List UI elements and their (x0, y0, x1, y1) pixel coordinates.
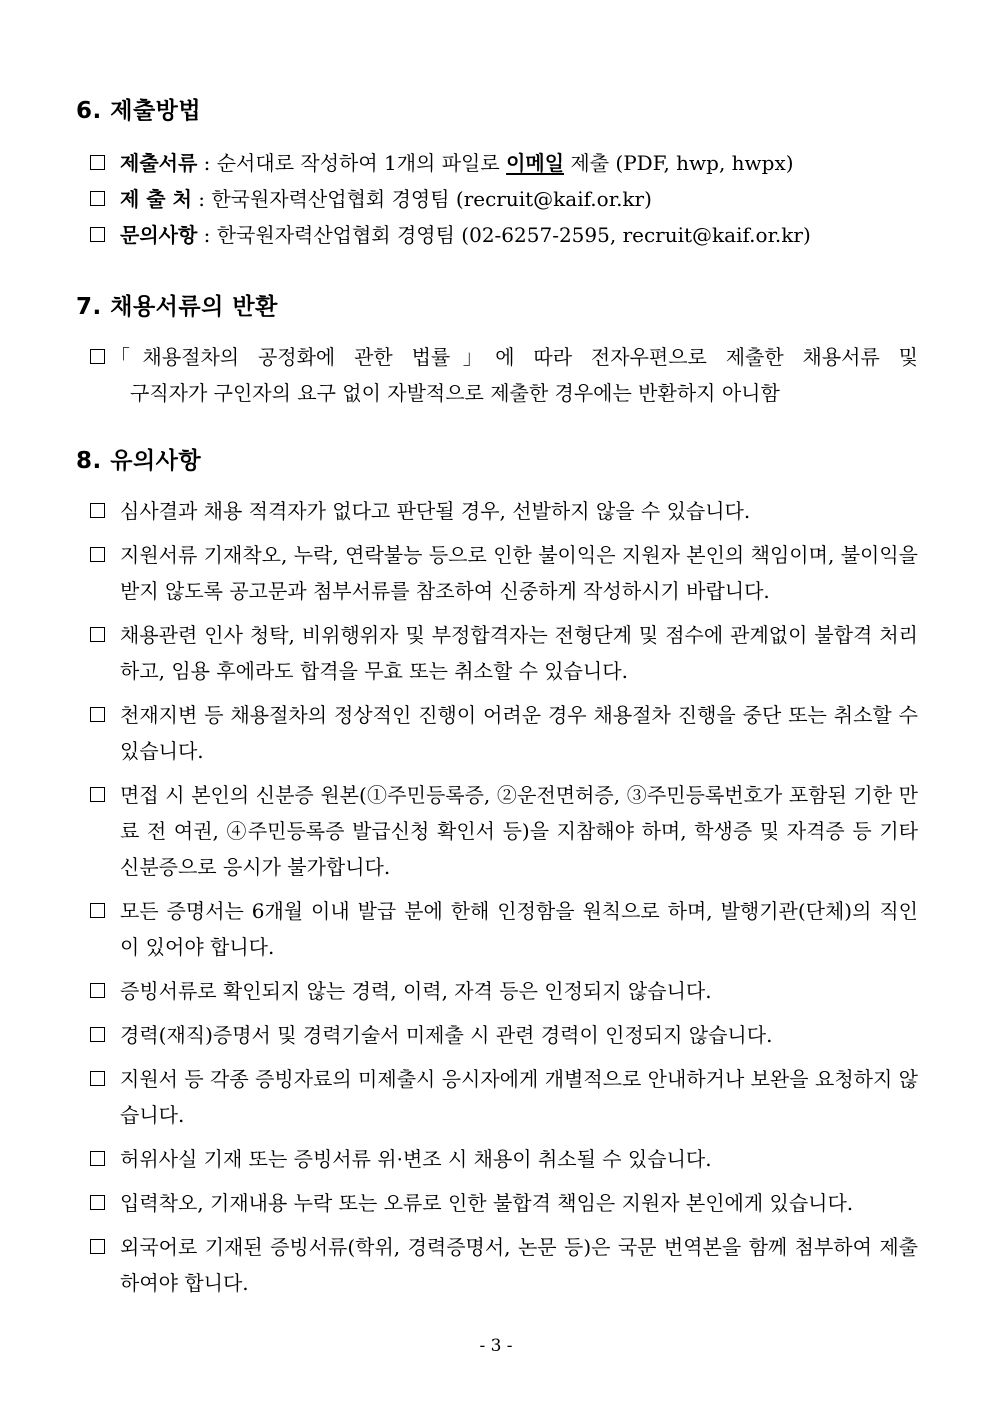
list-item (76, 339, 918, 411)
item-text: 지원서 등 각종 증빙자료의 미제출시 응시자에게 개별적으로 안내하거나 보완을 요청하지 않습니다. (120, 1067, 918, 1127)
item-text: 지원서류 기재착오, 누락, 연락불능 등으로 인한 불이익은 지원자 본인의 책임이며, 불이익을 받지 않도록 공고문과 첨부서류를 참조하여 신중하게 작성하시기 바랍니다. (120, 543, 918, 603)
checkbox-square-icon (90, 1151, 105, 1166)
checkbox-square-icon (90, 547, 105, 562)
list-item (76, 1061, 918, 1133)
list-item (76, 893, 918, 965)
list-item (76, 1185, 918, 1221)
item-text: 입력착오, 기재내용 누락 또는 오류로 인한 불합격 책임은 지원자 본인에게 있습니다. (120, 1191, 854, 1215)
item-text: 한국원자력산업협회 경영팀 (recruit@kaif.or.kr) (211, 187, 652, 211)
checkbox-square-icon (90, 787, 105, 802)
item-label: 문의사항 (120, 223, 198, 247)
item-text: 구직자가 구인자의 요구 없이 자발적으로 제출한 경우에는 반환하지 아니함 (130, 381, 780, 405)
item-label: 제 출 처 (120, 187, 192, 211)
checkbox-square-icon (90, 903, 105, 918)
checkbox-square-icon (90, 227, 105, 242)
list-item (76, 697, 918, 769)
item-text: 허위사실 기재 또는 증빙서류 위·변조 시 채용이 취소될 수 있습니다. (120, 1147, 712, 1171)
section-submission-method (76, 92, 918, 253)
checkbox-square-icon (90, 349, 105, 364)
checkbox-square-icon (90, 191, 105, 206)
item-text: 천재지변 등 채용절차의 정상적인 진행이 어려운 경우 채용절차 진행을 중단 또는 취소할 수 있습니다. (120, 703, 918, 763)
list-item: 문의사항 : 한국원자력산업협회 경영팀 (02-6257-2595, recruit@kaif.or.kr) (76, 217, 918, 253)
list-item (76, 973, 918, 1009)
checkbox-square-icon (90, 707, 105, 722)
item-text: 외국어로 기재된 증빙서류(학위, 경력증명서, 논문 등)은 국문 번역본을 함께 첨부하여 제출하여야 합니다. (120, 1235, 918, 1295)
item-text: 면접 시 본인의 신분증 원본(①주민등록증, ②운전면허증, ③주민등록번호가 포함된 기한 만료 전 여권, ④주민등록증 발급신청 확인서 등)을 지참해야 하며, 학생증 및 자격증 등 기타 신분증으로 응시가 불가합니다. (120, 783, 918, 879)
list-item (76, 1141, 918, 1177)
item-text: 심사결과 채용 적격자가 없다고 판단될 경우, 선발하지 않을 수 있습니다. (120, 499, 751, 523)
section-title: 8. 유의사항 (76, 448, 202, 474)
item-text: 채용관련 인사 청탁, 비위행위자 및 부정합격자는 전형단계 및 점수에 관계없이 불합격 처리하고, 임용 후에라도 합격을 무효 또는 취소할 수 있습니다. (120, 623, 918, 683)
item-text: 「채용절차의 공정화에 관한 법률」에 따라 전자우편으로 제출한 채용서류 및 (110, 345, 918, 369)
checkbox-square-icon (90, 983, 105, 998)
item-label: 제출서류 (120, 151, 198, 175)
list-item (76, 777, 918, 885)
section-title: 6. 제출방법 (76, 98, 202, 124)
emphasis-text: 이메일 (506, 151, 565, 175)
item-text: 경력(재직)증명서 및 경력기술서 미제출 시 관련 경력이 인정되지 않습니다. (120, 1023, 773, 1047)
list-item (76, 617, 918, 689)
list-item: 제출서류 : 순서대로 작성하여 1개의 파일로 이메일 제출 (PDF, hwp, hwpx) (76, 145, 918, 181)
checkbox-square-icon (90, 155, 105, 170)
section-notes (76, 442, 918, 1301)
item-text: 한국원자력산업협회 경영팀 (02-6257-2595, recruit@kaif.or.kr) (216, 223, 811, 247)
item-text: 모든 증명서는 6개월 이내 발급 분에 한해 인정함을 원칙으로 하며, 발행기관(단체)의 직인이 있어야 합니다. (120, 899, 918, 959)
list-item (76, 1017, 918, 1053)
checkbox-square-icon (90, 1071, 105, 1086)
section-document-return (76, 288, 918, 411)
page-number: - 3 - (479, 1336, 513, 1356)
checkbox-square-icon (90, 1239, 105, 1254)
list-item (76, 537, 918, 609)
checkbox-square-icon (90, 627, 105, 642)
checkbox-square-icon (90, 1195, 105, 1210)
checkbox-square-icon (90, 1027, 105, 1042)
list-item: 제 출 처 : 한국원자력산업협회 경영팀 (recruit@kaif.or.kr) (76, 181, 918, 217)
item-text: 증빙서류로 확인되지 않는 경력, 이력, 자격 등은 인정되지 않습니다. (120, 979, 712, 1003)
section-title: 7. 채용서류의 반환 (76, 294, 278, 320)
list-item (76, 493, 918, 529)
checkbox-square-icon (90, 503, 105, 518)
list-item (76, 1229, 918, 1301)
